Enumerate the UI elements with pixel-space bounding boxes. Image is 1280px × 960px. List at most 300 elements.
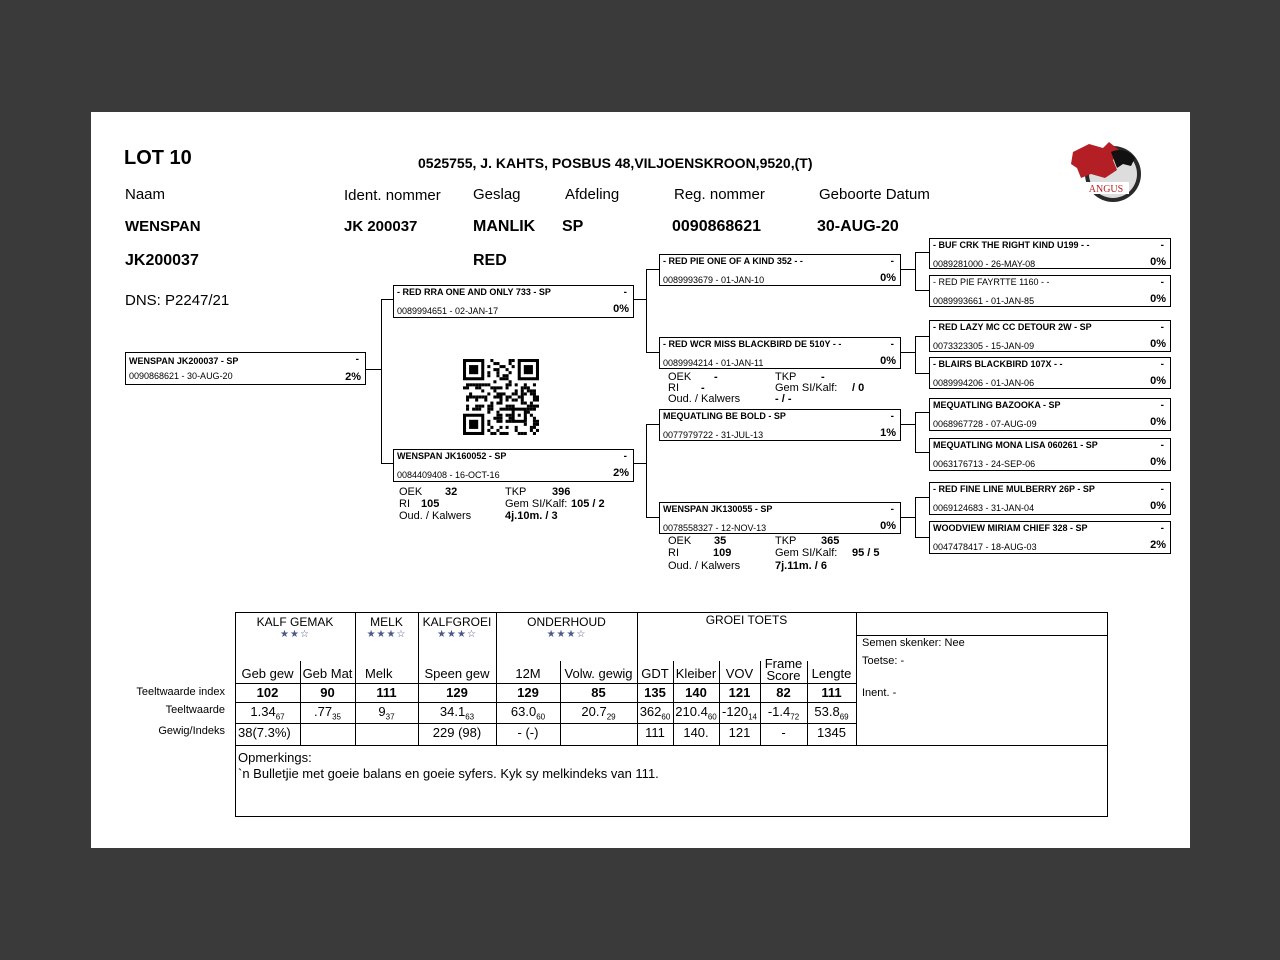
ped-reg: 0089281000 - 26-MAY-08 (933, 259, 1036, 269)
ped-dash: - (355, 354, 359, 365)
qr-module (499, 395, 502, 398)
qr-module (466, 383, 469, 386)
col-frame-score (760, 658, 807, 682)
qr-module (506, 374, 509, 377)
cell-gewig: 111 (645, 725, 665, 740)
ped-line (646, 269, 659, 270)
qr-module (478, 405, 481, 408)
qr-module (521, 402, 524, 405)
qr-module (512, 392, 515, 395)
ped-reg: 0077979722 - 31-JUL-13 (663, 430, 764, 440)
group-label: GROEI TOETS (705, 613, 788, 627)
qr-module (478, 383, 481, 386)
ped-pct: 0% (1150, 500, 1166, 512)
ped-pct: 1% (880, 427, 896, 439)
qr-module (509, 371, 512, 374)
tw-value: 1.34 (250, 704, 276, 719)
ped-dash: - (1160, 440, 1164, 451)
remarks-label: Opmerkings: (238, 750, 312, 765)
qr-module (469, 392, 472, 395)
qr-module (521, 399, 524, 402)
group-label: KALF GEMAK (256, 615, 334, 629)
qr-module (503, 432, 506, 435)
stat-label: Gem SI/Kalf: (775, 382, 838, 394)
qr-module (490, 386, 493, 389)
qr-module (524, 432, 527, 435)
cell-teeltwaarde (418, 704, 496, 722)
stat-label: Oud. / Kalwers (668, 560, 741, 572)
ped-pct: 0% (1150, 375, 1166, 387)
qr-module (499, 365, 502, 368)
group-label: MELK (370, 615, 403, 629)
stat-label: Gem SI/Kalf: (505, 498, 568, 510)
qr-module (533, 383, 536, 386)
qr-module (533, 395, 536, 398)
qr-module (515, 383, 518, 386)
table-line (856, 612, 857, 745)
animal-ident: JK 200037 (344, 218, 418, 235)
ped-line (646, 269, 647, 352)
ped-line (381, 299, 393, 300)
qr-module (490, 408, 493, 411)
pedigree-ddd (929, 521, 1171, 554)
stat-value: 109 (713, 547, 732, 559)
row-label-index: Teeltwaarde index (136, 686, 225, 698)
qr-module (496, 374, 499, 377)
qr-module (515, 389, 518, 392)
cell-index: 82 (776, 685, 791, 700)
qr-module (524, 386, 527, 389)
qr-module (487, 374, 490, 377)
pedigree-sd (659, 337, 901, 369)
qr-module (487, 429, 490, 432)
ped-pct: 2% (613, 467, 629, 479)
qr-module (506, 399, 509, 402)
cell-teeltwaarde (560, 704, 637, 722)
qr-module (496, 392, 499, 395)
qr-module (536, 395, 539, 398)
qr-module (506, 414, 509, 417)
ped-line (901, 269, 915, 270)
ped-name: WENSPAN JK130055 - SP (663, 504, 773, 514)
qr-module (530, 414, 533, 417)
stat-value: 105 (421, 498, 440, 510)
tw-accuracy: 29 (606, 712, 616, 722)
qr-module (469, 420, 478, 429)
ped-dash: - (890, 411, 894, 422)
qr-module (475, 405, 478, 408)
qr-module (475, 386, 478, 389)
ped-reg: 0078558327 - 12-NOV-13 (663, 523, 767, 533)
pedigree-sds (929, 320, 1171, 352)
ped-line (646, 352, 659, 353)
ped-name: MEQUATLING BE BOLD - SP (663, 411, 786, 421)
ped-line (634, 463, 646, 464)
cell-gewig: 121 (728, 725, 751, 740)
tw-value: 20.7 (581, 704, 607, 719)
qr-module (524, 392, 527, 395)
ped-name: - BUF CRK THE RIGHT KIND U199 - - (933, 240, 1090, 250)
qr-module (484, 395, 487, 398)
table-line (235, 702, 856, 703)
qr-module (466, 405, 469, 408)
ped-line (915, 373, 929, 374)
cell-teeltwaarde (355, 704, 418, 722)
qr-module (496, 371, 499, 374)
stat-label: TKP (505, 486, 527, 498)
qr-module (469, 395, 472, 398)
ped-name: WENSPAN JK200037 - SP (129, 356, 239, 366)
label-geboorte: Geboorte Datum (819, 186, 930, 203)
ped-line (915, 452, 929, 453)
qr-module (509, 408, 512, 411)
stat-value: 32 (445, 486, 458, 498)
qr-module (533, 417, 536, 420)
ped-line (901, 517, 915, 518)
remarks-text: `n Bulletjie met goeie balans en goeie syfers. Kyk sy melkindeks van 111. (238, 766, 659, 781)
label-reg: Reg. nommer (674, 186, 765, 203)
qr-code-icon (461, 359, 541, 435)
stat-value: - (714, 371, 718, 383)
ped-line (915, 497, 929, 498)
ped-reg: 0089993679 - 01-JAN-10 (663, 275, 765, 285)
qr-module (496, 414, 499, 417)
qr-module (521, 395, 524, 398)
qr-module (518, 414, 521, 417)
cell-teeltwaarde (673, 704, 719, 722)
col-frame: Frame (764, 656, 803, 671)
qr-module (475, 399, 478, 402)
ped-reg: 0090868621 - 30-AUG-20 (129, 371, 233, 381)
qr-module (524, 383, 527, 386)
cell-gewig: 38(7.3%) (238, 725, 291, 740)
qr-module (506, 405, 509, 408)
col-geb-gew: Geb gew (241, 666, 294, 681)
qr-module (499, 402, 502, 405)
stat-label: OEK (399, 486, 423, 498)
tw-value: .77 (314, 704, 333, 719)
qr-module (496, 420, 499, 423)
stat-label: Gem SI/Kalf: (775, 547, 838, 559)
col-melk: Melk (365, 666, 393, 681)
cell-index: 129 (446, 685, 468, 700)
tw-value: 210.4 (675, 704, 708, 719)
qr-module (466, 408, 469, 411)
qr-module (490, 426, 493, 429)
tw-accuracy: 60 (661, 712, 671, 722)
ped-dash: - (623, 287, 627, 298)
ped-dash: - (1160, 523, 1164, 534)
ped-line (901, 352, 915, 353)
ped-line (646, 424, 647, 517)
ped-dash: - (890, 256, 894, 267)
ped-reg: 0073323305 - 15-JAN-09 (933, 341, 1035, 351)
stat-value: 4j.10m. / 3 (505, 510, 558, 522)
tw-value: -120 (722, 704, 749, 719)
ped-reg: 0084409408 - 16-OCT-16 (397, 470, 500, 480)
tw-value: 53.8 (814, 704, 840, 719)
qr-module (490, 432, 493, 435)
cell-index: 111 (376, 685, 397, 700)
vaccination: Inent. - (862, 687, 897, 699)
ped-pct: 0% (880, 272, 896, 284)
qr-module (487, 411, 490, 414)
ped-line (915, 336, 916, 373)
qr-module (533, 405, 536, 408)
group-kalfgroei (418, 615, 496, 640)
animal-afdeling: SP (562, 218, 584, 235)
cell-gewig: - (781, 725, 786, 740)
cell-gewig: 140. (683, 725, 709, 740)
qr-module (487, 371, 490, 374)
qr-module (536, 399, 539, 402)
qr-module (493, 386, 496, 389)
qr-module (478, 395, 481, 398)
qr-module (466, 395, 469, 398)
qr-module (533, 408, 536, 411)
tw-value: 34.1 (439, 704, 466, 719)
pedigree-ssd (929, 275, 1171, 307)
qr-module (515, 392, 518, 395)
pedigree-dsd (929, 438, 1171, 471)
ped-reg: 0089994206 - 01-JAN-06 (933, 378, 1035, 388)
tw-accuracy: 72 (790, 712, 800, 722)
cell-index: 90 (320, 685, 335, 700)
qr-module (509, 420, 512, 423)
qr-module (463, 386, 466, 389)
qr-module (496, 411, 499, 414)
stat-label: OEK (668, 535, 692, 547)
cell-teeltwaarde (300, 704, 355, 722)
animal-reg: 0090868621 (672, 218, 761, 235)
ped-name: WENSPAN JK160052 - SP (397, 451, 507, 461)
stat-value: / 0 (852, 382, 865, 394)
qr-module (521, 392, 524, 395)
stat-label: RI (399, 498, 410, 510)
qr-module (518, 395, 521, 398)
qr-module (499, 408, 502, 411)
lot-number: LOT 10 (124, 147, 192, 169)
tw-accuracy: 35 (332, 712, 341, 722)
qr-module (496, 402, 499, 405)
qr-module (475, 383, 478, 386)
qr-module (509, 417, 512, 420)
ped-name: - RED LAZY MC CC DETOUR 2W - SP (933, 322, 1092, 332)
pedigree-sire (393, 285, 634, 318)
cell-teeltwaarde (807, 704, 856, 722)
stat-label: TKP (775, 371, 797, 383)
col-score: Score (766, 668, 801, 683)
qr-module (533, 399, 536, 402)
qr-module (484, 399, 487, 402)
group-label: ONDERHOUD (527, 615, 606, 629)
stat-label: TKP (775, 535, 797, 547)
ped-reg: 0047478417 - 18-AUG-03 (933, 542, 1037, 552)
qr-module (506, 383, 509, 386)
ped-dash: - (890, 504, 894, 515)
cell-gewig: - (-) (517, 725, 539, 740)
star-rating-icon: ★★☆ (280, 629, 310, 640)
ped-line (915, 252, 929, 253)
pedigree-dam (393, 449, 634, 482)
qr-module (484, 383, 487, 386)
pedigree-dd (659, 502, 901, 534)
tw-accuracy: 37 (385, 712, 395, 722)
col-gdt: GDT (641, 666, 669, 681)
label-ident: Ident. nommer (344, 187, 441, 204)
qr-module (509, 405, 512, 408)
group-onderhoud (496, 615, 637, 640)
ped-line (634, 299, 646, 300)
ped-reg: 0063176713 - 24-SEP-06 (933, 459, 1036, 469)
pedigree-sdd (929, 357, 1171, 389)
group-melk (355, 615, 418, 640)
ped-dash: - (890, 339, 894, 350)
ped-dash: - (1160, 359, 1164, 370)
qr-module (509, 383, 512, 386)
stat-label: RI (668, 547, 679, 559)
qr-module (487, 420, 490, 423)
qr-module (530, 392, 533, 395)
qr-module (481, 405, 484, 408)
stat-value: 105 / 2 (571, 498, 605, 510)
qr-module (472, 408, 475, 411)
qr-module (481, 395, 484, 398)
stat-label: Oud. / Kalwers (668, 393, 741, 405)
stat-label: RI (668, 382, 679, 394)
qr-module (530, 405, 533, 408)
ped-name: - RED PIE FAYRTTE 1160 - - (933, 277, 1050, 287)
ped-line (915, 412, 929, 413)
qr-module (533, 389, 536, 392)
animal-name: WENSPAN (125, 218, 201, 235)
qr-module (499, 426, 502, 429)
qr-module (472, 395, 475, 398)
qr-module (506, 432, 509, 435)
col-vov: VOV (725, 666, 754, 681)
ped-line (901, 424, 915, 425)
label-afdeling: Afdeling (565, 186, 620, 203)
ped-reg: 0069124683 - 31-JAN-04 (933, 503, 1035, 513)
ped-pct: 0% (1150, 338, 1166, 350)
ped-reg: 0089994214 - 01-JAN-11 (663, 358, 764, 368)
qr-module (503, 374, 506, 377)
table-line (856, 635, 1108, 636)
qr-module (496, 417, 499, 420)
qr-module (487, 383, 490, 386)
row-label-teeltwaarde: Teeltwaarde (165, 704, 225, 716)
cell-teeltwaarde (235, 704, 300, 722)
stat-label: Oud. / Kalwers (399, 510, 472, 522)
qr-module (466, 386, 469, 389)
qr-module (496, 368, 499, 371)
animal-color: RED (473, 252, 507, 269)
qr-module (512, 359, 515, 362)
ped-dash: - (1160, 277, 1164, 288)
cell-gewig: 1345 (817, 725, 846, 740)
qr-module (487, 423, 490, 426)
qr-module (469, 365, 478, 374)
ped-name: WOODVIEW MIRIAM CHIEF 328 - SP (933, 523, 1088, 533)
cell-teeltwaarde (496, 704, 560, 722)
ped-name: - BLAIRS BLACKBIRD 107X - - (933, 359, 1063, 369)
tw-accuracy: 67 (275, 712, 285, 722)
ped-pct: 0% (1150, 256, 1166, 268)
ped-reg: 0089994651 - 02-JAN-17 (397, 306, 499, 316)
qr-module (487, 408, 490, 411)
table-line (235, 683, 856, 684)
label-geslag: Geslag (473, 186, 521, 203)
angus-logo-icon (1069, 138, 1143, 206)
qr-module (496, 429, 499, 432)
group-kalf-gemak (235, 615, 355, 640)
ped-name: - RED RRA ONE AND ONLY 733 - SP (397, 287, 551, 297)
ped-dash: - (623, 451, 627, 462)
ped-line (915, 537, 929, 538)
qr-module (512, 405, 515, 408)
owner-line: 0525755, J. KAHTS, POSBUS 48,VILJOENSKROON,9520,(T) (418, 155, 813, 171)
qr-module (475, 408, 478, 411)
animal-dob: 30-AUG-20 (817, 218, 899, 235)
cell-teeltwaarde (760, 704, 807, 722)
qr-module (493, 417, 496, 420)
ped-name: MEQUATLING BAZOOKA - SP (933, 400, 1061, 410)
qr-module (509, 362, 512, 365)
ped-reg: 0068967728 - 07-AUG-09 (933, 419, 1037, 429)
star-rating-icon: ★★★☆ (546, 629, 587, 640)
qr-module (496, 386, 499, 389)
qr-module (506, 408, 509, 411)
qr-module (475, 395, 478, 398)
tw-accuracy: 14 (748, 712, 757, 722)
qr-module (527, 411, 530, 414)
qr-module (478, 386, 481, 389)
qr-module (521, 432, 524, 435)
semen-donor: Semen skenker: Nee (862, 637, 965, 649)
qr-module (487, 405, 490, 408)
qr-module (478, 408, 481, 411)
pedigree-ss (659, 254, 901, 286)
qr-module (499, 417, 502, 420)
pedigree-sss (929, 238, 1171, 269)
qr-module (527, 389, 530, 392)
qr-module (506, 377, 509, 380)
qr-module (509, 359, 512, 362)
ped-pct: 0% (1150, 416, 1166, 428)
qr-module (499, 399, 502, 402)
ped-name: - RED PIE ONE OF A KIND 352 - - (663, 256, 803, 266)
qr-module (533, 426, 536, 429)
star-rating-icon: ★★★☆ (437, 629, 477, 640)
cell-index: 102 (256, 685, 279, 700)
cell-index: 135 (644, 685, 666, 700)
qr-module (503, 392, 506, 395)
qr-module (481, 383, 484, 386)
col-lengte: Lengte (811, 666, 852, 681)
qr-module (493, 389, 496, 392)
stat-value: 95 / 5 (852, 547, 880, 559)
ped-line (381, 299, 382, 463)
qr-module (530, 429, 533, 432)
animal-geslag: MANLIK (473, 218, 536, 235)
qr-module (536, 405, 539, 408)
qr-module (509, 395, 512, 398)
qr-module (469, 383, 472, 386)
catalog-sheet (91, 112, 1190, 848)
qr-module (493, 368, 496, 371)
tw-accuracy: 63 (465, 712, 475, 722)
qr-module (506, 395, 509, 398)
